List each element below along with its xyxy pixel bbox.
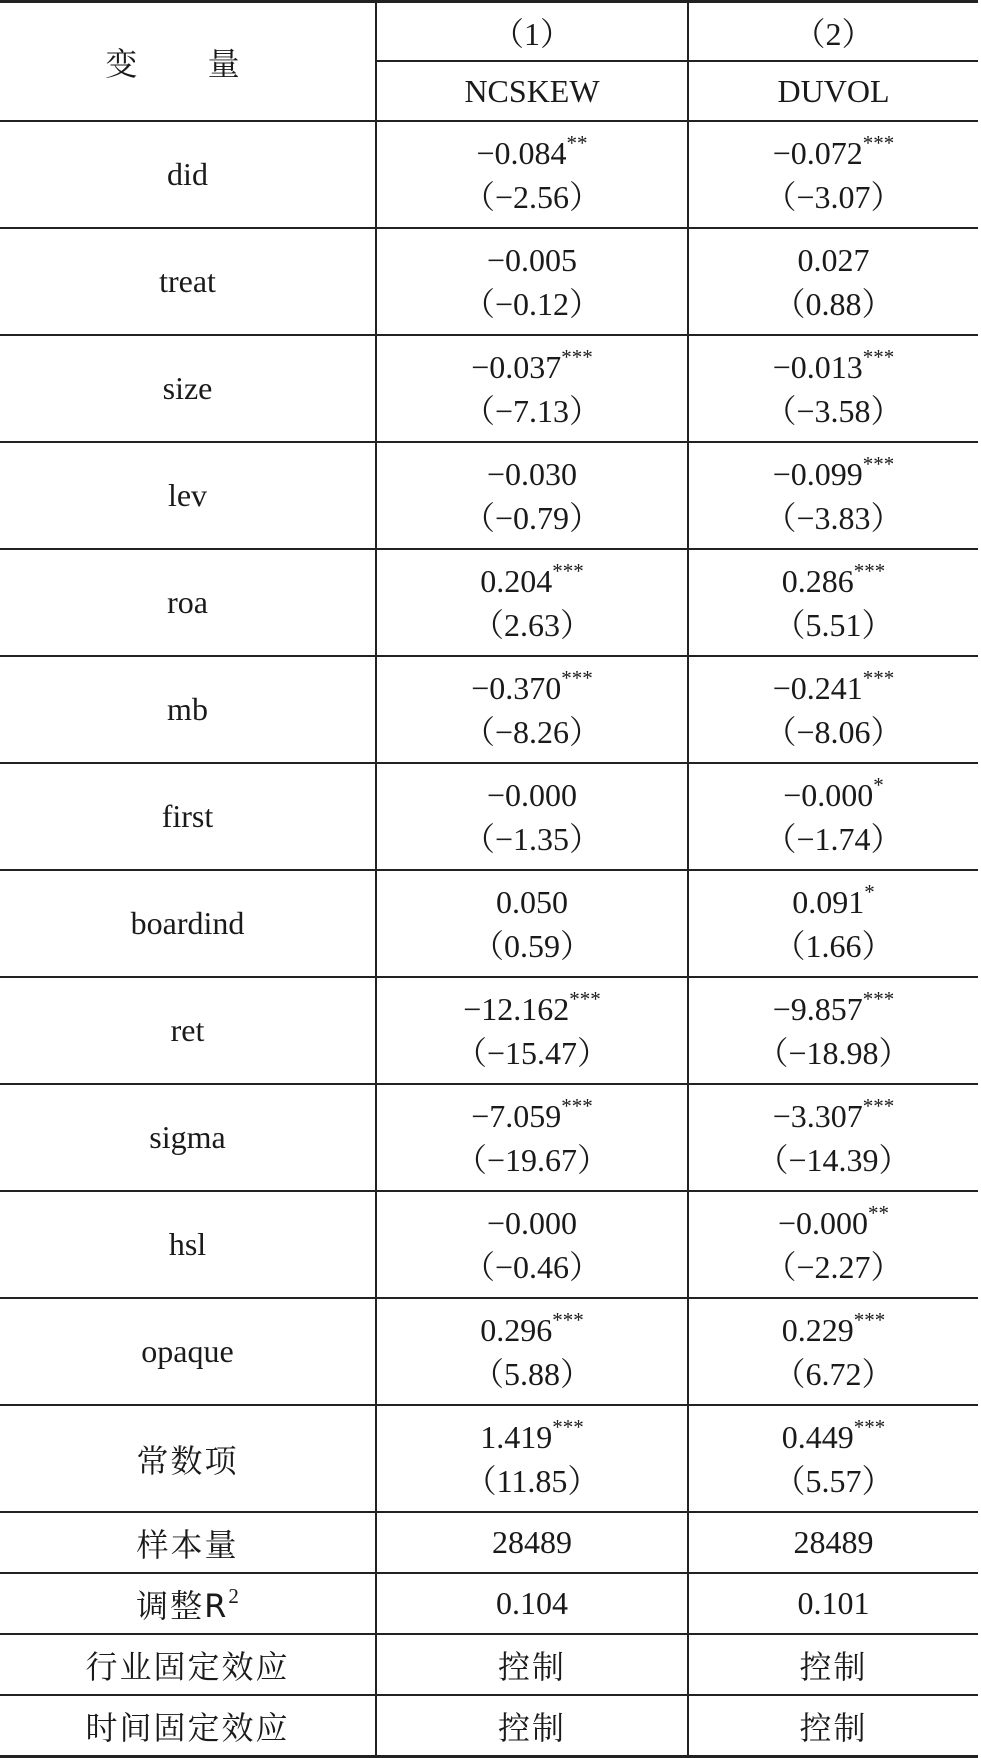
row-label: treat [0, 228, 376, 335]
table-row [0, 977, 978, 1084]
t-statistic: （−7.13） [462, 392, 602, 429]
table-row [0, 228, 978, 335]
coefficient [377, 452, 687, 496]
coefficient-value: −0.072 [772, 134, 863, 171]
coefficient [689, 1094, 978, 1138]
coefficient-value: 0.286 [781, 562, 854, 599]
row-label-industry-fe: 行业固定效应 [0, 1634, 376, 1695]
table-body [0, 121, 978, 1512]
coefficient-value: −0.241 [772, 669, 863, 706]
t-statistic: （−3.83） [764, 499, 903, 536]
coef-cell [688, 870, 978, 977]
coefficient-value: −0.000 [783, 776, 874, 813]
coefficient-value: 0.027 [797, 241, 870, 278]
coef-cell [688, 335, 978, 442]
significance-stars: *** [853, 1307, 886, 1332]
significance-stars: *** [561, 344, 593, 369]
table-row [0, 1573, 978, 1634]
row-label: mb [0, 656, 376, 763]
row-label-adj-r2 [0, 1573, 376, 1634]
significance-stars: ** [868, 1200, 890, 1225]
coef-cell [376, 121, 688, 228]
table-row [0, 1695, 978, 1757]
cell-time-fe-2: 控制 [688, 1695, 978, 1757]
significance-stars: *** [561, 665, 593, 690]
significance-stars: *** [552, 1307, 584, 1332]
coefficient [689, 452, 978, 496]
coefficient [689, 1308, 978, 1352]
coefficient [377, 987, 687, 1031]
coefficient-value: 1.419 [480, 1418, 553, 1455]
coefficient-value: −0.000 [777, 1204, 869, 1241]
significance-stars: *** [862, 344, 895, 369]
coef-cell [688, 763, 978, 870]
table-row [0, 549, 978, 656]
t-statistic: （−3.58） [764, 392, 903, 429]
t-statistic: （−3.07） [764, 178, 903, 215]
cell-time-fe-1: 控制 [376, 1695, 688, 1757]
t-statistic: （−8.26） [462, 713, 602, 750]
coefficient [377, 238, 687, 282]
significance-stars: *** [853, 1414, 886, 1439]
row-label: ret [0, 977, 376, 1084]
coefficient-value: 0.229 [781, 1311, 854, 1348]
coef-cell [688, 656, 978, 763]
table-row [0, 1298, 978, 1405]
coefficient [689, 987, 978, 1031]
coef-cell [376, 870, 688, 977]
adj-r2-sup: 2 [228, 1583, 239, 1608]
coefficient-value: −0.030 [486, 455, 578, 492]
coefficient-value: −9.857 [772, 990, 863, 1027]
coefficient-value: −0.370 [471, 669, 562, 706]
cell-sample-size-1: 28489 [376, 1512, 688, 1573]
t-statistic: （11.85） [464, 1462, 600, 1499]
adj-r2-text: 调整R [136, 1586, 229, 1625]
table-row [0, 335, 978, 442]
t-statistic: （−0.79） [462, 499, 602, 536]
coef-cell [688, 1405, 978, 1512]
table-row [0, 1512, 978, 1573]
t-statistic: （2.63） [471, 606, 592, 643]
t-statistic: （0.59） [471, 927, 592, 964]
coefficient-value: 0.091 [792, 883, 865, 920]
significance-stars: *** [561, 1093, 593, 1118]
row-label: opaque [0, 1298, 376, 1405]
header-col1-name: NCSKEW [376, 61, 688, 121]
significance-stars: *** [552, 558, 584, 583]
coefficient-value: −0.013 [772, 348, 863, 385]
significance-stars: *** [862, 130, 895, 155]
row-label: hsl [0, 1191, 376, 1298]
t-statistic: （−15.47） [454, 1034, 610, 1071]
t-statistic: （−8.06） [764, 713, 903, 750]
coef-cell [376, 1298, 688, 1405]
coefficient [689, 1201, 978, 1245]
t-statistic: （6.72） [773, 1355, 894, 1392]
significance-stars: ** [566, 130, 588, 155]
t-statistic: （−0.46） [462, 1248, 602, 1285]
coefficient-value: −0.005 [486, 241, 578, 278]
row-label: size [0, 335, 376, 442]
coefficient [377, 131, 687, 175]
row-label-time-fe: 时间固定效应 [0, 1695, 376, 1757]
t-statistic: （5.57） [773, 1462, 894, 1499]
coefficient [377, 880, 687, 924]
coef-cell [376, 656, 688, 763]
coef-cell [688, 1191, 978, 1298]
coef-cell [688, 442, 978, 549]
coefficient-value: −12.162 [463, 990, 570, 1027]
t-statistic: （−2.56） [462, 178, 602, 215]
significance-stars: *** [862, 665, 895, 690]
t-statistic: （−14.39） [756, 1141, 911, 1178]
cell-adj-r2-1: 0.104 [376, 1573, 688, 1634]
coefficient-value: −7.059 [471, 1097, 562, 1134]
header-variable: 变 量 [0, 2, 376, 122]
table-row [0, 870, 978, 977]
coef-cell [688, 228, 978, 335]
coefficient [377, 1094, 687, 1138]
coefficient [377, 1201, 687, 1245]
t-statistic: （−1.35） [462, 820, 602, 857]
coef-cell [376, 442, 688, 549]
row-label: 常数项 [0, 1405, 376, 1512]
coefficient [377, 1308, 687, 1352]
coefficient-value: −3.307 [772, 1097, 863, 1134]
significance-stars: *** [862, 1093, 895, 1118]
coefficient [377, 345, 687, 389]
cell-adj-r2-2: 0.101 [688, 1573, 978, 1634]
header-col2-number: （2） [688, 2, 978, 62]
coef-cell [376, 763, 688, 870]
t-statistic: （1.66） [773, 927, 894, 964]
row-label: did [0, 121, 376, 228]
row-label: boardind [0, 870, 376, 977]
coefficient-value: −0.084 [476, 134, 567, 171]
coefficient [689, 666, 978, 710]
header-col1-number: （1） [376, 2, 688, 62]
coefficient-value: 0.449 [781, 1418, 854, 1455]
header-col2-name: DUVOL [688, 61, 978, 121]
coef-cell [688, 121, 978, 228]
row-label: lev [0, 442, 376, 549]
cell-sample-size-2: 28489 [688, 1512, 978, 1573]
table-row [0, 442, 978, 549]
coefficient [377, 666, 687, 710]
coefficient-value: −0.000 [486, 1204, 578, 1241]
coef-cell [376, 335, 688, 442]
row-label: sigma [0, 1084, 376, 1191]
row-label: first [0, 763, 376, 870]
coefficient [689, 880, 978, 924]
coefficient [377, 559, 687, 603]
coefficient-value: −0.000 [486, 776, 578, 813]
coef-cell [688, 1084, 978, 1191]
t-statistic: （−0.12） [462, 285, 602, 322]
coef-cell [376, 228, 688, 335]
coef-cell [688, 549, 978, 656]
cell-industry-fe-2: 控制 [688, 1634, 978, 1695]
coefficient [689, 559, 978, 603]
table-row [0, 1191, 978, 1298]
coefficient-value: −0.037 [471, 348, 562, 385]
coef-cell [376, 549, 688, 656]
significance-stars: *** [862, 986, 895, 1011]
t-statistic: （−2.27） [764, 1248, 903, 1285]
significance-stars: *** [569, 986, 601, 1011]
t-statistic: （−1.74） [764, 820, 903, 857]
coef-cell [376, 1084, 688, 1191]
t-statistic: （0.88） [773, 285, 894, 322]
coef-cell [376, 1405, 688, 1512]
table-row [0, 1084, 978, 1191]
coefficient [377, 1415, 687, 1459]
coefficient-value: 0.204 [480, 562, 553, 599]
significance-stars: *** [853, 558, 886, 583]
coefficient-value: 0.296 [480, 1311, 553, 1348]
coefficient-value: −0.099 [772, 455, 863, 492]
row-label-sample-size: 样本量 [0, 1512, 376, 1573]
table-row [0, 1634, 978, 1695]
row-label: roa [0, 549, 376, 656]
table-row [0, 656, 978, 763]
coefficient-value: 0.050 [496, 883, 568, 920]
significance-stars: * [873, 772, 884, 797]
t-statistic: （−19.67） [454, 1141, 610, 1178]
table-row [0, 1405, 978, 1512]
t-statistic: （5.88） [471, 1355, 592, 1392]
coef-cell [688, 977, 978, 1084]
t-statistic: （5.51） [773, 606, 894, 643]
coefficient [689, 1415, 978, 1459]
table-row [0, 763, 978, 870]
table-row [0, 121, 978, 228]
coef-cell [688, 1298, 978, 1405]
coefficient [689, 131, 978, 175]
coefficient [689, 773, 978, 817]
significance-stars: *** [552, 1414, 584, 1439]
coefficient [377, 773, 687, 817]
coef-cell [376, 1191, 688, 1298]
coefficient [689, 345, 978, 389]
significance-stars: *** [862, 451, 895, 476]
t-statistic: （−18.98） [756, 1034, 911, 1071]
coefficient [689, 238, 978, 282]
significance-stars: * [864, 879, 875, 904]
coef-cell [376, 977, 688, 1084]
cell-industry-fe-1: 控制 [376, 1634, 688, 1695]
